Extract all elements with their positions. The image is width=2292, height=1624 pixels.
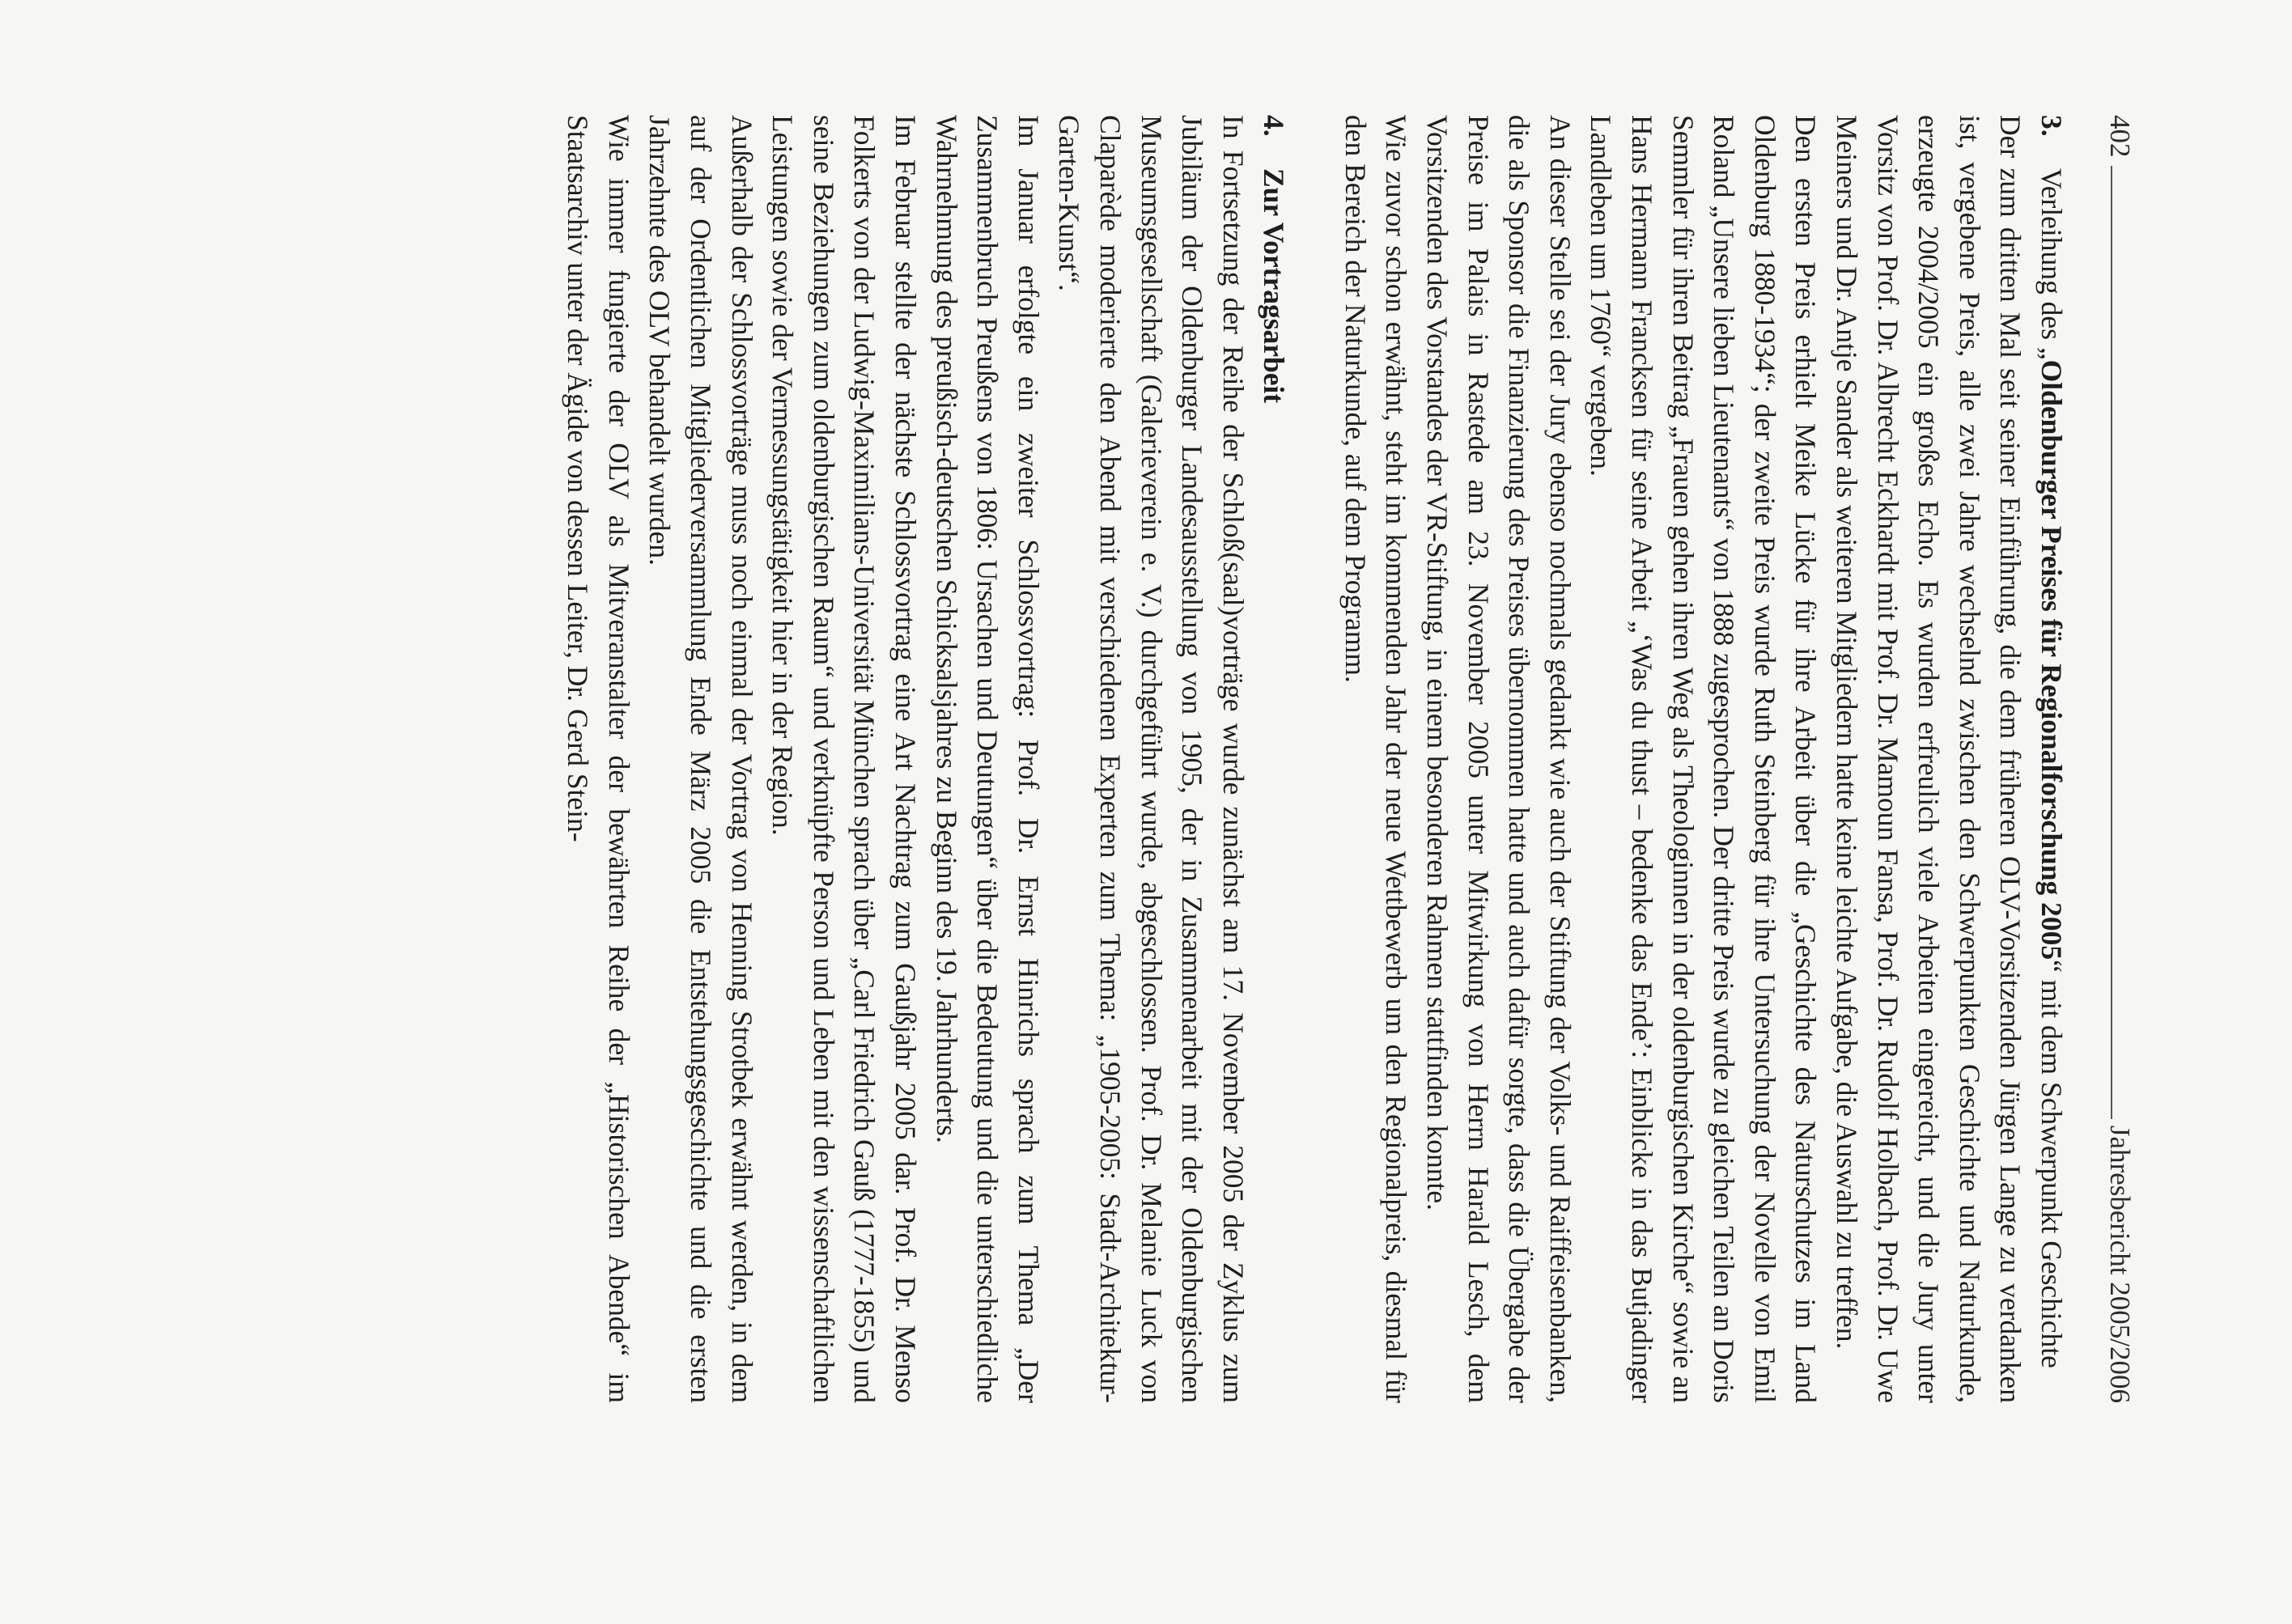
section-number: 3.: [2035, 115, 2068, 137]
paragraph: In Fortsetzung der Reihe der Schloß(saal)vorträge wurde zunächst am 17. November 2005 der Zyklus zum Jubiläum der Oldenburger Landesausstellung von 1905, der in Zusammenarbeit mit der Oldenburgischen Museumsgesellschaft (Galerieverein e. V.) durchgeführt wurde, abgeschlossen. Prof. Dr. Melanie Luck von Claparède moderierte den Abend mit verschiedenen Experten zum Thema: „1905-2005: Stadt-Architektur-Garten-Kunst“.: [1053, 115, 1250, 1403]
page-number: 402: [2104, 115, 2136, 158]
paragraph: Der zum dritten Mal seit seiner Einführung, die dem früheren OLV-Vorsitzenden Jürgen Lange zu verdanken ist, vergebene Preis, alle zwei Jahre wechselnd zwischen den Schwerpunkten Geschichte und Naturkunde, erzeugte 2004/2005 ein großes Echo. Es wurden erfreulich viele Arbeiten eingereicht, und die Jury unter Vorsitz von Prof. Dr. Albrecht Eckhardt mit Prof. Dr. Mamoun Fansa, Prof. Dr. Rudolf Holbach, Prof. Dr. Uwe Meiners und Dr. Antje Sander als weiteren Mitgliedern hatte keine leichte Aufgabe, die Auswahl zu treffen.: [1831, 115, 2027, 1403]
section-title: Zur Vortragsarbeit: [1258, 168, 1291, 404]
paragraph: Wie zuvor schon erwähnt, steht im kommenden Jahr der neue Wettbewerb um den Regionalpreis, diesmal für den Bereich der Naturkunde, auf dem Programm.: [1339, 115, 1413, 1403]
paragraph: Im Februar stellte der nächste Schlossvortrag eine Art Nachtrag zum Gaußjahr 2005 dar. Prof. Dr. Menso Folkerts von der Ludwig-Maximilians-Universität München sprach über „Carl Friedrich Gauß (1777-1855) und seine Beziehungen zum oldenburgischen Raum“ und verknüpfte Person und Leben mit den wissenschaftlichen Leistungen sowie der Vermessungstätigkeit hier in der Region.: [766, 115, 922, 1403]
paragraph: Außerhalb der Schlossvorträge muss noch einmal der Vortrag von Henning Strotbek erwähnt werden, in dem auf der Ordentlichen Mitgliederversammlung Ende März 2005 die Entstehungsgeschichte und die ersten Jahrzehnte des OLV behandelt wurden.: [643, 115, 758, 1403]
paragraph: An dieser Stelle sei der Jury ebenso nochmals gedankt wie auch der Stiftung der Volks- und Raiffeisenbanken, die als Sponsor die Finanzierung des Preises übernommen hatte und auch dafür sorgte, dass die Übergabe der Preise im Palais in Rastede am 23. November 2005 unter Mitwirkung von Herrn Harald Lesch, dem Vorsitzenden des Vorstandes der VR-Stiftung, in einem besonderen Rahmen stattfinden konnte.: [1421, 115, 1577, 1403]
section-4-heading: [1254, 115, 1295, 1403]
section-number: 4.: [1258, 115, 1291, 137]
paragraph: Wie immer fungierte der OLV als Mitveranstalter der bewährten Reihe der „Historischen Abende“ im Staatsarchiv unter der Ägide von dessen Leiter, Dr. Gerd Stein-: [562, 115, 635, 1403]
header-rule: [2111, 166, 2112, 1119]
award-name: Oldenburger Preises für Regionalforschung 2005: [2035, 359, 2068, 960]
section-spacer: [1294, 115, 1335, 1403]
section-title: Verleihung des „Oldenburger Preises für Regionalforschung 2005“ mit dem Schwerpunkt Geschichte: [2035, 168, 2068, 1368]
paragraph: Den ersten Preis erhielt Meike Lücke für ihre Arbeit über die „Geschichte des Naturschutzes im Land Oldenburg 1880-1934“; der zweite Preis wurde Ruth Steinberg für ihre Untersuchung der Novelle von Emil Roland „Unsere lieben Lieutenants“ von 1888 zugesprochen. Der dritte Preis wurde zu gleichen Teilen an Doris Semmler für ihren Beitrag „Frauen gehen ihren Weg als Theologinnen in der oldenburgischen Kirche“ sowie an Hans Hermann Francksen für seine Arbeit „‘Was du thust – bedenke das Ende’: Einblicke in das Butjadinger Landleben um 1760“ vergeben.: [1585, 115, 1823, 1403]
page-body: [558, 115, 2072, 1403]
page-header: [2099, 115, 2140, 1403]
running-title: Jahresbericht 2005/2006: [2104, 1125, 2136, 1403]
paragraph: Im Januar erfolgte ein zweiter Schlossvortrag: Prof. Dr. Ernst Hinrichs sprach zum Thema „Der Zusammenbruch Preußens von 1806: Ursachen und Deutungen“ über die Bedeutung und die unterschiedliche Wahrnehmung des preußisch-deutschen Schicksalsjahres zu Beginn des 19. Jahrhunderts.: [930, 115, 1045, 1403]
section-3-heading: [2031, 115, 2072, 1403]
